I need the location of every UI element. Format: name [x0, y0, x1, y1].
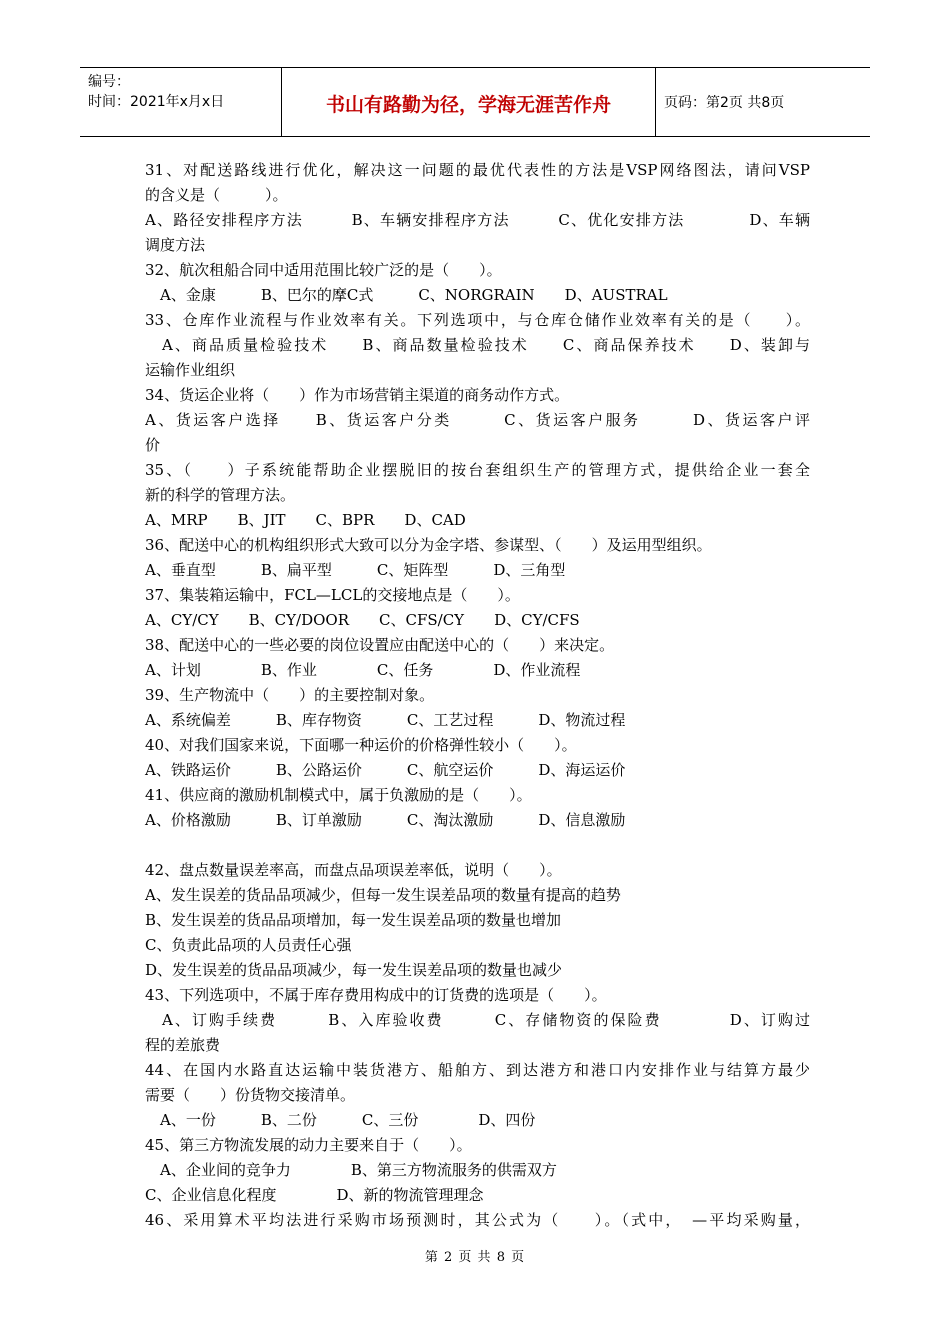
text-line: 33、仓库作业流程与作业效率有关。下列选项中，与仓库仓储作业效率有关的是（ ）。 — [145, 311, 810, 329]
text-line: 46、采用算术平均法进行采购市场预测时，其公式为（ ）。（式中， —平均采购量， — [145, 1211, 810, 1229]
text-line: 运输作业组织 — [145, 361, 236, 379]
question-body — [145, 158, 810, 1233]
text-line: 需要（ ）份货物交接清单。 — [145, 1086, 356, 1104]
text-line: A、路径安排程序方法 B、车辆安排程序方法 C、优化安排方法 D、车辆 — [145, 211, 810, 229]
text-line: 新的科学的管理方法。 — [145, 486, 296, 504]
text-line: A、计划 B、作业 C、任务 D、作业流程 — [145, 661, 581, 679]
text-line: A、金康 B、巴尔的摩C式 C、NORGRAIN D、AUSTRAL — [145, 286, 668, 304]
text-line: 31、对配送路线进行优化，解决这一问题的最优代表性的方法是VSP网络图法，请问VSP — [145, 161, 810, 179]
header-page-info: 页码：第2页 共8页 — [664, 95, 785, 111]
text-line: 43、下列选项中，不属于库存费用构成中的订货费的选项是（ ）。 — [145, 986, 607, 1004]
text-line: A、发生误差的货品品项减少，但每一发生误差品项的数量有提高的趋势 — [145, 886, 621, 904]
text-line: 35、（ ）子系统能帮助企业摆脱旧的按台套组织生产的管理方式，提供给企业一套全 — [145, 461, 810, 479]
text-line: A、一份 B、二份 C、三份 D、四份 — [145, 1111, 536, 1129]
doc-date: 时间：2021年x月x日 — [88, 94, 225, 110]
text-line: 36、配送中心的机构组织形式大致可以分为金字塔、参谋型、（ ）及运用型组织。 — [145, 536, 712, 554]
text-line: 32、航次租船合同中适用范围比较广泛的是（ ）。 — [145, 261, 502, 279]
text-line: 34、货运企业将（ ）作为市场营销主渠道的商务动作方式。 — [145, 386, 570, 404]
header-meta — [80, 68, 282, 136]
text-line: A、价格激励 B、订单激励 C、淘汰激励 D、信息激励 — [145, 811, 626, 829]
text-line: 39、生产物流中（ ）的主要控制对象。 — [145, 686, 435, 704]
text-line: 程的差旅费 — [145, 1036, 221, 1054]
text-line: A、系统偏差 B、库存物资 C、工艺过程 D、物流过程 — [145, 711, 626, 729]
text-line: A、货运客户选择 B、货运客户分类 C、货运客户服务 D、货运客户评 — [145, 411, 810, 429]
text-line: 45、第三方物流发展的动力主要来自于（ ）。 — [145, 1136, 472, 1154]
text-line: 41、供应商的激励机制模式中，属于负激励的是（ ）。 — [145, 786, 532, 804]
text-line: A、订购手续费 B、入库验收费 C、存储物资的保险费 D、订购过 — [145, 1011, 810, 1029]
text-line: 42、盘点数量误差率高，而盘点品项误差率低，说明（ ）。 — [145, 861, 562, 879]
text-line: 价 — [145, 436, 161, 454]
blank-line — [145, 833, 810, 858]
header-motto: 书山有路勤为径，学海无涯苦作舟 — [282, 68, 656, 136]
doc-number-label: 编号： — [88, 74, 130, 90]
text-line: B、发生误差的货品品项增加，每一发生误差品项的数量也增加 — [145, 911, 562, 929]
page-header — [80, 67, 870, 137]
text-line: C、企业信息化程度 D、新的物流管理理念 — [145, 1186, 484, 1204]
text-line: A、CY/CY B、CY/DOOR C、CFS/CY D、CY/CFS — [145, 611, 580, 629]
text-line: A、企业间的竞争力 B、第三方物流服务的供需双方 — [145, 1161, 557, 1179]
text-line: A、铁路运价 B、公路运价 C、航空运价 D、海运运价 — [145, 761, 626, 779]
text-line: A、商品质量检验技术 B、商品数量检验技术 C、商品保养技术 D、装卸与 — [145, 336, 810, 354]
text-line: 44、在国内水路直达运输中装货港方、船舶方、到达港方和港口内安排作业与结算方最少 — [145, 1061, 810, 1079]
text-line: D、发生误差的货品品项减少，每一发生误差品项的数量也减少 — [145, 961, 563, 979]
text-line: 38、配送中心的一些必要的岗位设置应由配送中心的（ ）来决定。 — [145, 636, 615, 654]
text-line: 37、集装箱运输中，FCL—LCL的交接地点是（ ）。 — [145, 586, 520, 604]
page-footer: 第 2 页 共 8 页 — [424, 1250, 526, 1265]
text-line: A、MRP B、JIT C、BPR D、CAD — [145, 511, 466, 529]
text-line: 调度方法 — [145, 236, 206, 254]
text-line: C、负责此品项的人员责任心强 — [145, 936, 352, 954]
text-line: 40、对我们国家来说，下面哪一种运价的价格弹性较小（ ）。 — [145, 736, 577, 754]
text-line: A、垂直型 B、扁平型 C、矩阵型 D、三角型 — [145, 561, 566, 579]
text-line: 的含义是（ ）。 — [145, 186, 288, 204]
